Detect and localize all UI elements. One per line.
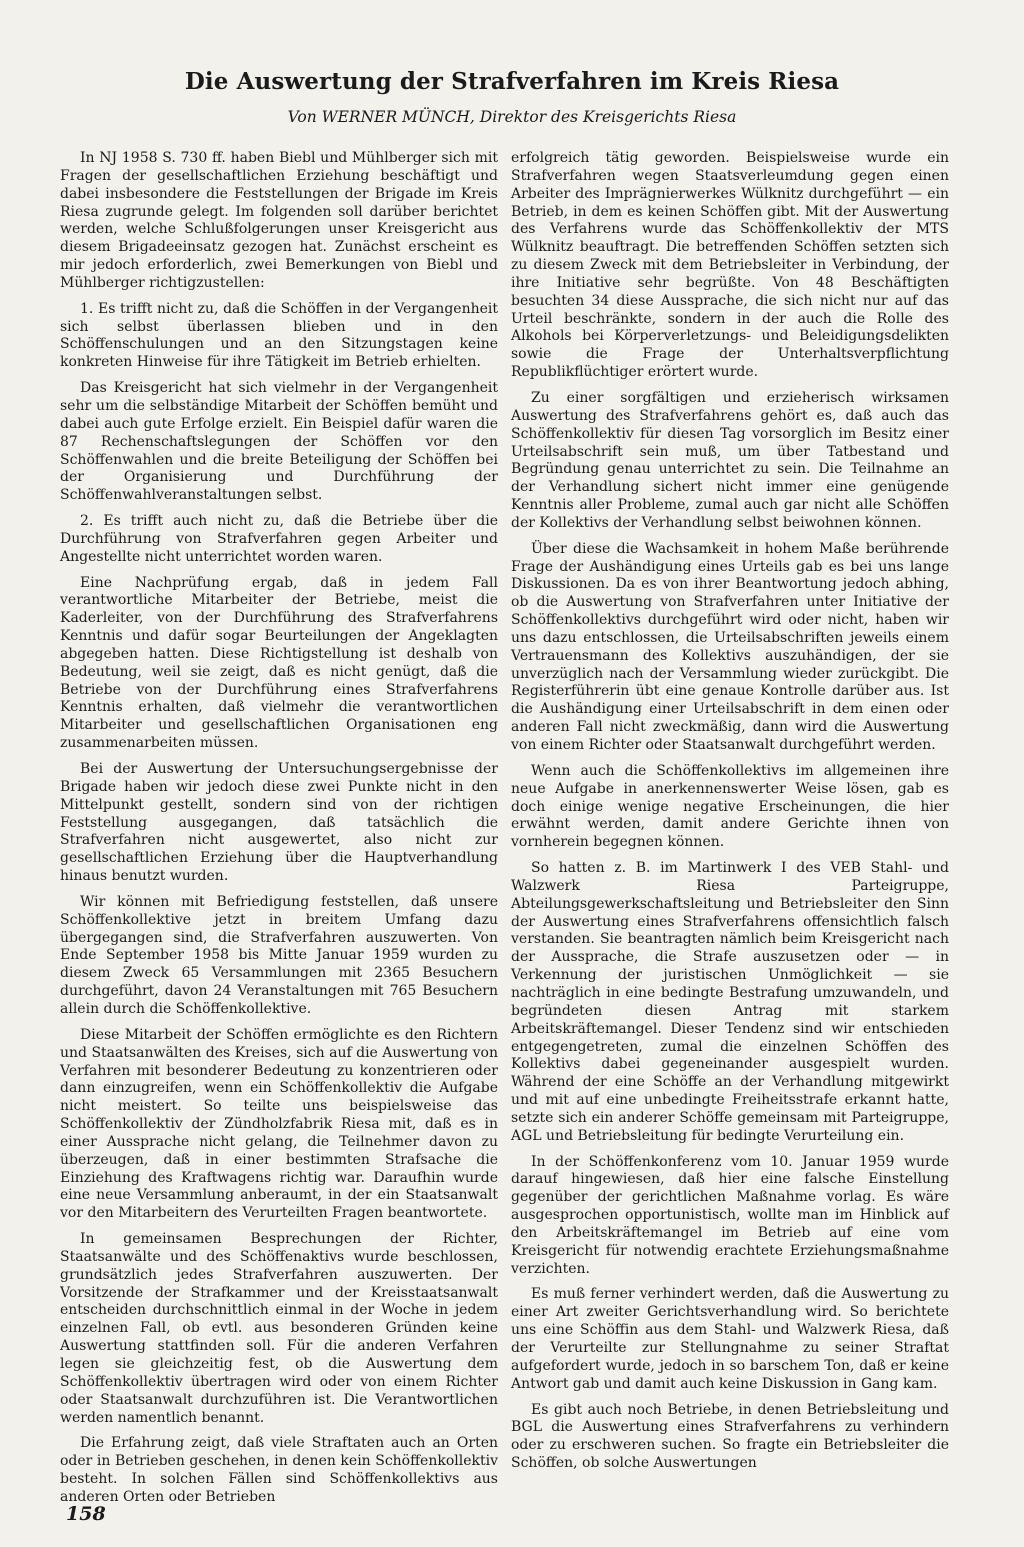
right-column [511, 150, 949, 1480]
paragraph: In der Schöffenkonferenz vom 10. Januar 1959 wurde darauf hingewiesen, daß hier eine falsche Einstellung gegenüber der gerichtlichen Maßnahme vorlag. Es wäre ausgesprochen opportunistisch, wollte man im Hinblick auf den Arbeitskräftemangel im Betrieb auf eine vom Kreisgericht für notwendig erachtete Erziehungsmaßnahme verzichten. [511, 1153, 949, 1277]
paragraph: Über diese die Wachsamkeit in hohem Maße berührende Frage der Aushändigung eines Urteils gab es bei uns lange Diskussionen. Da es von ihrer Beantwortung jedoch abhing, ob die Auswertung von Strafverfahren unter Initiative der Schöffenkollektivs durchgeführt wird oder nicht, haben wir uns dazu entschlossen, die Urteilsabschriften jeweils einem Vertrauensmann des Kollektivs auszuhändigen, der sie unverzüglich nach der Versammlung wieder zurückgibt. Die Registerführerin übt eine genaue Kontrolle darüber aus. Ist die Aushändigung einer Urteilsabschrift in dem einen oder anderen Fall nicht zweckmäßig, dann wird die Auswertung von einem Richter oder Staatsanwalt durchgeführt werden. [511, 540, 949, 753]
paragraph: Das Kreisgericht hat sich vielmehr in der Vergangenheit sehr um die selbständige Mitarbeit der Schöffen bemüht und dabei auch gute Erfolge erzielt. Ein Beispiel dafür waren die 87 Rechenschaftslegungen der Schöffen vor den Schöffenwahlen und die breite Beteiligung der Schöffen bei der Organisierung und Durchführung der Schöffenwahlveranstaltungen selbst. [60, 380, 498, 504]
paragraph: Diese Mitarbeit der Schöffen ermöglichte es den Richtern und Staatsanwälten des Kreises, sich auf die Auswertung von Verfahren mit besonderer Bedeutung zu konzentrieren oder dann einzugreifen, wenn ein Schöffenkollektiv die Aufgabe nicht meistert. So teilte uns beispielsweise das Schöffenkollektiv der Zündholzfabrik Riesa mit, daß es in einer Aussprache nicht gelang, die Teilnehmer davon zu überzeugen, daß in einer bestimmten Strafsache die Einziehung des Kraftwagens richtig war. Daraufhin wurde eine neue Versammlung anberaumt, in der ein Staatsanwalt vor den Mitarbeitern des Verurteilten Fragen beantwortete. [60, 1026, 498, 1222]
paragraph: Eine Nachprüfung ergab, daß in jedem Fall verantwortliche Mitarbeiter der Betriebe, meist die Kaderleiter, von der Durchführung des Strafverfahrens Kenntnis und dafür sogar Beurteilungen der Angeklagten abgegeben hatten. Diese Richtigstellung ist deshalb von Bedeutung, weil sie zeigt, daß es nicht genügt, daß die Betriebe von der Durchführung eines Strafverfahrens Kenntnis erhalten, daß vielmehr die verantwortlichen Mitarbeiter und gesellschaftlichen Organisationen eng zusammenarbeiten müssen. [60, 574, 498, 752]
article-title: Die Auswertung der Strafverfahren im Kreis Riesa [184, 68, 840, 95]
paragraph: erfolgreich tätig geworden. Beispielsweise wurde ein Strafverfahren wegen Staatsverleumdung gegen einen Arbeiter des Imprägnierwerkes Wülknitz durchgeführt — ein Betrieb, in dem es keinen Schöffen gibt. Mit der Auswertung des Verfahrens wurde das Schöffenkollektiv der MTS Wülknitz beauftragt. Die betreffenden Schöffen setzten sich zu diesem Zweck mit dem Betriebsleiter in Verbindung, der ihre Initiative sehr begrüßte. Von 48 Beschäftigten besuchten 34 diese Aussprache, die sich nicht nur auf das Urteil beschränkte, sondern in der auch die Rolle des Alkohols bei Körperverletzungs- und Beleidigungsdelikten sowie die Frage der Unterhaltsverpflichtung Republikflüchtiger erörtert wurde. [511, 150, 949, 381]
paragraph: Die Erfahrung zeigt, daß viele Straftaten auch an Orten oder in Betrieben geschehen, in denen kein Schöffenkollektiv besteht. In solchen Fällen sind Schöffenkollektivs aus anderen Orten oder Betrieben [60, 1435, 498, 1505]
paragraph: Wir können mit Befriedigung feststellen, daß unsere Schöffenkollektive jetzt in breitem Umfang dazu übergegangen sind, die Strafverfahren auszuwerten. Von Ende September 1958 bis Mitte Januar 1959 wurden zu diesem Zweck 65 Versammlungen mit 2365 Besuchern durchgeführt, davon 24 Veranstaltungen mit 765 Besuchern allein durch die Schöffenkollektive. [60, 893, 498, 1017]
paragraph: Bei der Auswertung der Untersuchungsergebnisse der Brigade haben wir jedoch diese zwei Punkte nicht in den Mittelpunkt gestellt, sondern sind von der richtigen Feststellung ausgegangen, daß tatsächlich die Strafverfahren nicht ausgewertet, also nicht zur gesellschaftlichen Erziehung über die Hauptverhandlung hinaus benutzt wurden. [60, 761, 498, 885]
paragraph: Es gibt auch noch Betriebe, in denen Betriebsleitung und BGL die Auswertung eines Strafverfahrens zu verhindern oder zu erschweren suchen. So fragte ein Betriebsleiter die Schöffen, ob solche Auswertungen [511, 1401, 949, 1472]
paragraph: 2. Es trifft auch nicht zu, daß die Betriebe über die Durchführung von Strafverfahren gegen Arbeiter und Angestellte nicht unterrichtet worden waren. [60, 513, 498, 565]
paragraph: So hatten z. B. im Martinwerk I des VEB Stahl- und Walzwerk Riesa Parteigruppe, Abteilungsgewerkschaftsleitung und Betriebsleiter den Sinn der Auswertung eines Strafverfahrens offensichtlich falsch verstanden. Sie beantragten nämlich beim Kreisgericht nach der Aussprache, die Strafe auszusetzen oder — in Verkennung der juristischen Unmöglichkeit — sie nachträglich in eine bedingte Bestrafung umzuwandeln, und begründeten diesen Antrag mit starkem Arbeitskräftemangel. Dieser Tendenz sind wir entschieden entgegengetreten, zumal die einzelnen Schöffen des Kollektivs dabei gegeneinander ausgespielt wurden. Während der eine Schöffe an der Verhandlung mitgewirkt und mit auf eine unbedingte Freiheitsstrafe erkannt hatte, setzte sich ein anderer Schöffe gemeinsam mit Parteigruppe, AGL und Betriebsleitung für bedingte Verurteilung ein. [511, 860, 949, 1144]
paragraph: Es muß ferner verhindert werden, daß die Auswertung zu einer Art zweiter Gerichtsverhandlung wird. So berichtete uns eine Schöffin aus dem Stahl- und Walzwerk Riesa, daß der Verurteilte zur Stellungnahme zu seiner Straftat aufgefordert wurde, jedoch in so barschem Ton, daß er keine Antwort gab und damit auch keine Diskussion in Gang kam. [511, 1286, 949, 1392]
article-author: Von WERNER MÜNCH, Direktor des Kreisgerichts Riesa [287, 108, 737, 126]
paragraph: In NJ 1958 S. 730 ff. haben Biebl und Mühlberger sich mit Fragen der gesellschaftlichen Erziehung beschäftigt und dabei insbesondere die Feststellungen der Brigade im Kreis Riesa zugrunde gelegt. Im folgenden soll darüber berichtet werden, welche Schlußfolgerungen unser Kreisgericht aus diesem Brigadeeinsatz gezogen hat. Zunächst erscheint es mir jedoch erforderlich, zwei Bemerkungen von Biebl und Mühlberger richtigzustellen: [60, 150, 498, 291]
page-number: 158 [66, 1503, 106, 1525]
paragraph: In gemeinsamen Besprechungen der Richter, Staatsanwälte und des Schöffenaktivs wurde beschlossen, grundsätzlich jedes Strafverfahren auszuwerten. Der Vorsitzende der Strafkammer und der Kreisstaatsanwalt entscheiden durchschnittlich einmal in der Woche in jedem einzelnen Fall, ob evtl. aus besonderen Gründen keine Auswertung stattfinden soll. Für die anderen Verfahren legen sie gleichzeitig fest, ob die Auswertung dem Schöffenkollektiv übertragen wird oder von einem Richter oder Staatsanwalt durchzuführen ist. Die Verantwortlichen werden namentlich benannt. [60, 1231, 498, 1426]
paragraph: Zu einer sorgfältigen und erzieherisch wirksamen Auswertung des Strafverfahrens gehört es, daß auch das Schöffenkollektiv für diesen Tag vorsorglich im Besitz einer Urteilsabschrift sein muß, um über Tatbestand und Begründung genau unterrichtet zu sein. Die Teilnahme an der Verhandlung sichert nicht immer eine genügende Kenntnis aller Probleme, zumal auch gar nicht alle Schöffen der Kollektivs der Verhandlung selbst beiwohnen können. [511, 389, 949, 531]
paragraph: Wenn auch die Schöffenkollektivs im allgemeinen ihre neue Aufgabe in anerkennenswerter Weise lösen, gab es doch einige wenige negative Erscheinungen, die hier erwähnt werden, damit andere Gerichte ihnen von vornherein begegnen können. [511, 762, 949, 851]
left-column [60, 150, 498, 1505]
paragraph: 1. Es trifft nicht zu, daß die Schöffen in der Vergangenheit sich selbst überlassen blieben und in den Schöffenschulungen und an den Sitzungstagen keine konkreten Hinweise für ihre Tätigkeit im Betrieb erhielten. [60, 300, 498, 371]
